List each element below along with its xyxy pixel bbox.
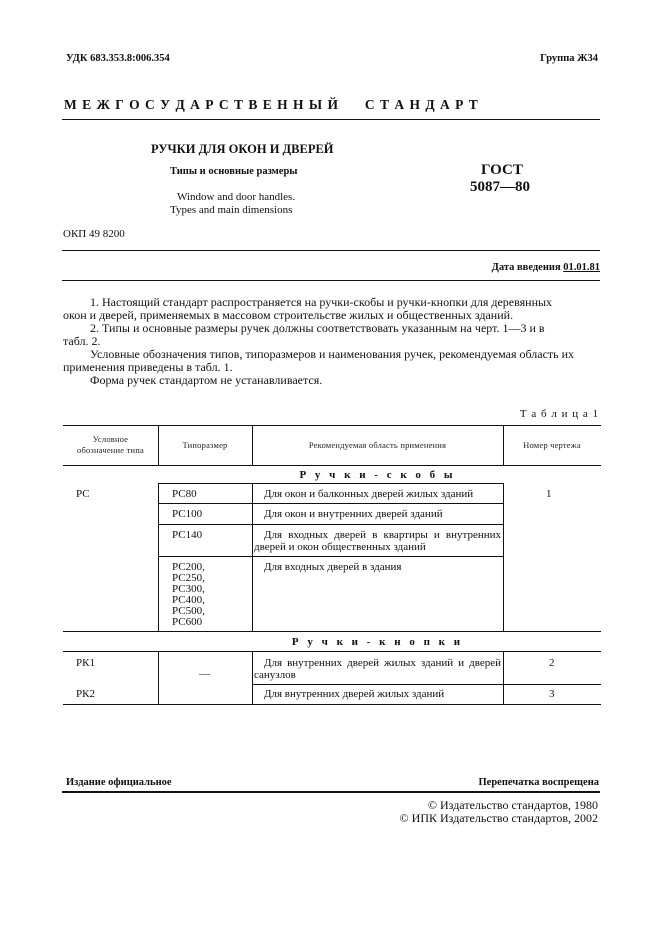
title-english-line1: Window and door handles.	[177, 191, 296, 203]
rc-area-2: Для окон и внутренних дверей зданий	[264, 508, 443, 520]
date-divider	[62, 280, 600, 281]
rc-size-3: РС140	[172, 529, 203, 541]
rk1-area-line1: Для внутренних дверей жилых зданий и дверей	[264, 657, 501, 669]
rk2-area: Для внутренних дверей жилых зданий	[264, 688, 445, 700]
rk1-drawing-number: 2	[549, 657, 555, 669]
rc-col-divider-2	[252, 483, 253, 631]
col-header-drawing: Номер чертежа	[523, 440, 581, 450]
rc-block-top	[158, 483, 503, 484]
standard-type: М Е Ж Г О С У Д А Р С Т В Е Н Н Ы Й С Т А Н Д А Р Т	[64, 97, 478, 112]
paragraph-4: Форма ручек стандартом не устанавливается.	[90, 373, 323, 387]
section-handles-knobs: Р у ч к и - к н о п к и	[291, 636, 464, 648]
document-title: РУЧКИ ДЛЯ ОКОН И ДВЕРЕЙ	[151, 142, 334, 156]
col-header-type-line1: Условное	[92, 434, 129, 444]
section-handles-brackets: Р у ч к и - с к о б ы	[299, 469, 456, 481]
rk1-type: РК1	[76, 657, 95, 669]
header-divider	[62, 119, 600, 120]
gost-number: 5087—80	[470, 179, 530, 195]
col-header-size: Типоразмер	[182, 440, 228, 450]
title-divider	[62, 250, 600, 251]
rc-row-divider-1	[158, 503, 503, 504]
rc-area-1: Для окон и балконных дверей жилых зданий	[264, 488, 474, 500]
rc-row-divider-3	[158, 556, 503, 557]
okp-code: ОКП 49 8200	[63, 228, 125, 240]
intro-date	[492, 262, 600, 273]
rc-area-4: Для входных дверей в здания	[264, 561, 402, 573]
rc-drawing-number: 1	[546, 488, 552, 500]
reprint-notice: Перепечатка воспрещена	[478, 777, 599, 788]
document-subtitle: Типы и основные размеры	[170, 166, 298, 177]
table-top-border	[63, 425, 601, 426]
rc-size-1: РС80	[172, 488, 197, 500]
rk-col-divider-1	[158, 651, 159, 704]
rc-area-3-line1: Для входных дверей в квартиры и внутренних	[264, 529, 501, 541]
rc-size-4b: РС250,	[172, 572, 205, 584]
col-header-type-line2: обозначение типа	[77, 445, 144, 455]
rc-size-4d: РС400,	[172, 594, 205, 606]
rk-col-divider-3	[503, 651, 504, 704]
group-code: Группа Ж34	[540, 53, 598, 64]
rc-size-4a: РС200,	[172, 561, 205, 573]
udk-code: УДК 683.353.8:006.354	[66, 53, 170, 64]
official-edition: Издание официальное	[66, 777, 172, 788]
rk-row-divider	[252, 684, 601, 685]
rc-size-2: РС100	[172, 508, 203, 520]
rc-row-divider-2	[158, 524, 503, 525]
paragraph-1-line1: 1. Настоящий стандарт распространяется на ручки-скобы и ручки-кнопки для деревянных	[90, 295, 553, 309]
intro-date-value: 01.01.81	[563, 262, 600, 273]
title-english-line2: Types and main dimensions	[170, 204, 293, 216]
paragraph-2-line2: табл. 2.	[63, 334, 101, 348]
rc-size-4e: РС500,	[172, 605, 205, 617]
table-caption: Т а б л и ц а 1	[519, 408, 599, 420]
table-header-border	[63, 465, 601, 466]
gost-label: ГОСТ	[481, 162, 523, 178]
paragraph-1-line2: окон и дверей, применяемых в массовом строительстве жилых и общественных зданий.	[63, 308, 514, 322]
rc-size-4f: РС600	[172, 616, 203, 628]
rk-col-divider-2	[252, 651, 253, 704]
rk2-drawing-number: 3	[549, 688, 555, 700]
rk1-area-line2: санузлов	[254, 669, 296, 681]
rk-size-dash: —	[199, 668, 210, 680]
copyright-2002: © ИПК Издательство стандартов, 2002	[399, 811, 598, 825]
col-header-type	[63, 434, 158, 456]
rc-col-divider-3	[503, 483, 504, 631]
rc-col-divider-1	[158, 483, 159, 631]
col-header-area: Рекомендуемая область применения	[308, 440, 447, 450]
paragraph-3-line1: Условные обозначения типов, типоразмеров и наименования ручек, рекомендуемая область их	[90, 347, 575, 361]
rc-type: РС	[76, 488, 90, 500]
rc-block-bottom	[63, 631, 601, 632]
rc-area-3-line2: дверей и окон общественных зданий	[254, 541, 426, 553]
footer-divider	[62, 791, 600, 793]
rc-size-4c: РС300,	[172, 583, 205, 595]
paragraph-3-line2: применения приведены в табл. 1.	[63, 360, 233, 374]
copyright-1980: © Издательство стандартов, 1980	[427, 798, 598, 812]
rc-size-4-list	[172, 562, 205, 628]
intro-date-label: Дата введения	[491, 262, 561, 273]
rk2-type: РК2	[76, 688, 95, 700]
rk-block-top	[63, 651, 601, 652]
paragraph-2-line1: 2. Типы и основные размеры ручек должны соответствовать указанным на черт. 1—3 и в	[90, 321, 545, 335]
table-bottom-border	[63, 704, 601, 705]
